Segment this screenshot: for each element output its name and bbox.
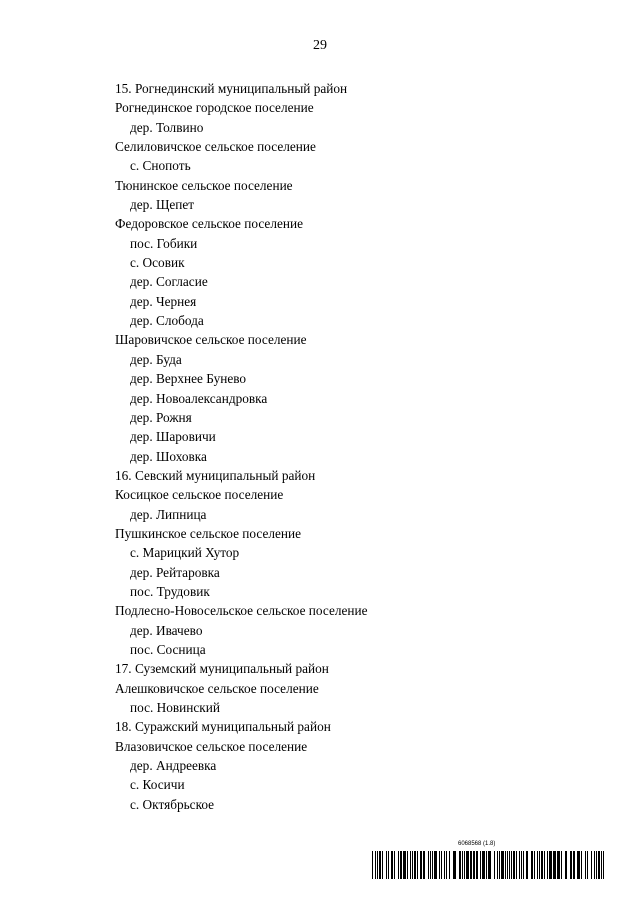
settlement-line: дер. Рейтаровка	[130, 564, 220, 580]
settlement-line: с. Снопоть	[130, 158, 191, 174]
settlement-line: пос. Сосница	[130, 641, 206, 657]
settlement-line: пос. Трудовик	[130, 583, 210, 599]
barcode-caption: 6068568 (1.8)	[458, 841, 496, 847]
heading-line: 15. Рогнединский муниципальный район	[115, 81, 348, 96]
settlement-line: дер. Шаровичи	[130, 429, 216, 445]
settlement-line: дер. Согласие	[130, 274, 208, 290]
settlement-line: дер. Слобода	[130, 313, 204, 329]
barcode-icon	[372, 851, 604, 879]
heading-line: Рогнединское городское поселение	[115, 100, 314, 116]
settlement-line: дер. Верхнее Бунево	[130, 371, 247, 387]
settlement-line: с. Марицкий Хутор	[130, 545, 240, 561]
settlement-line: дер. Шоховка	[130, 448, 207, 464]
settlement-line: дер. Рожня	[130, 409, 192, 425]
heading-line: 17. Суземский муниципальный район	[115, 661, 329, 677]
settlement-line: дер. Толвино	[130, 119, 204, 135]
page-number: 29	[313, 38, 327, 53]
heading-line: Федоровское сельское поселение	[115, 216, 303, 232]
document-body	[115, 79, 600, 814]
settlement-line: дер. Андреевка	[130, 758, 217, 774]
heading-line: Подлесно-Новосельское сельское поселение	[115, 603, 368, 619]
settlement-line: дер. Новоалександровка	[130, 390, 268, 406]
settlement-line: дер. Щепет	[130, 197, 195, 213]
heading-line: Косицкое сельское поселение	[115, 487, 284, 503]
settlement-line: с. Октябрьское	[130, 796, 215, 812]
heading-line: Влазовичское сельское поселение	[115, 738, 308, 754]
heading-line: Селиловичское сельское поселение	[115, 139, 316, 155]
heading-line: Алешковичское сельское поселение	[115, 680, 319, 696]
heading-line: 16. Севский муниципальный район	[115, 467, 316, 483]
settlement-line: с. Осовик	[130, 255, 185, 271]
settlement-line: с. Косичи	[130, 777, 185, 793]
settlement-line: пос. Новинский	[130, 700, 221, 715]
heading-line: Шаровичское сельское поселение	[115, 332, 307, 348]
settlement-line: дер. Ивачево	[130, 622, 203, 638]
settlement-line: дер. Чернея	[130, 293, 197, 309]
settlement-line: дер. Буда	[130, 351, 182, 367]
heading-line: Пушкинское сельское поселение	[115, 525, 302, 541]
heading-line: 18. Суражский муниципальный район	[115, 719, 331, 735]
settlement-line: дер. Липница	[130, 506, 207, 522]
heading-line: Тюнинское сельское поселение	[115, 177, 293, 193]
settlement-line: пос. Гобики	[130, 235, 198, 251]
